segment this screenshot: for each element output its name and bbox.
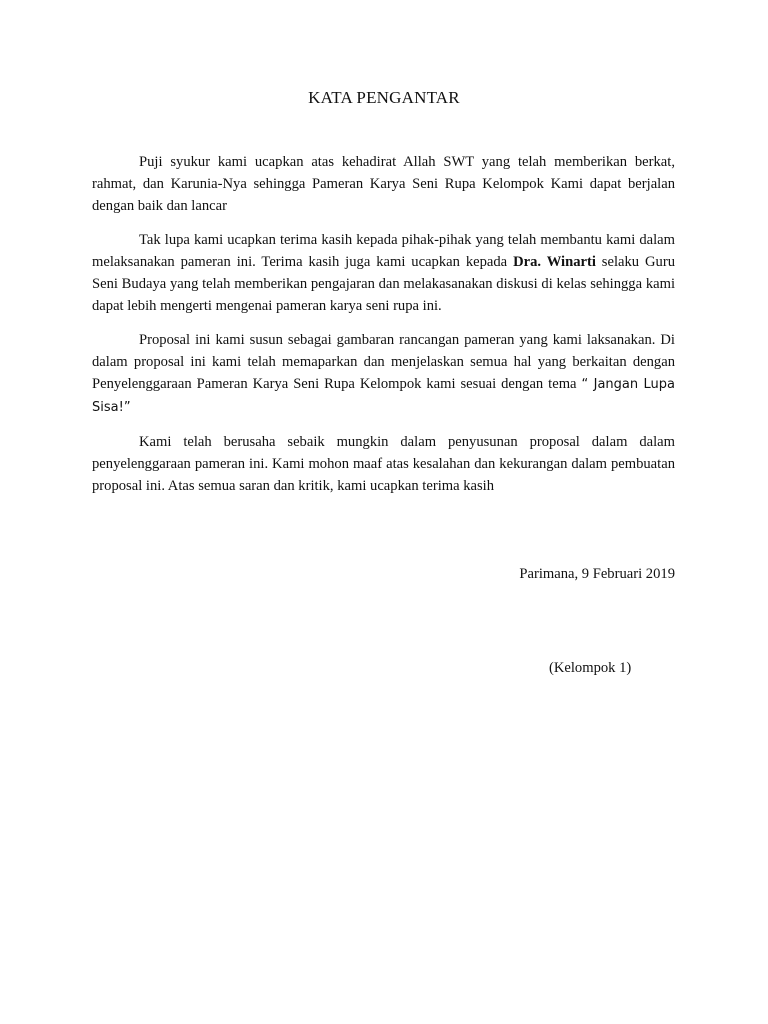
place-date: Parimana, 9 Februari 2019: [519, 566, 675, 582]
signature-group: (Kelompok 1): [549, 660, 632, 676]
teacher-name: Dra. Winarti: [513, 254, 596, 270]
paragraph-1: Puji syukur kami ucapkan atas kehadirat Allah SWT yang telah memberikan berkat, rahmat, dan Karunia-Nya sehingga Pameran Karya Seni Rupa Kelompok Kami dapat berjalan dengan baik dan lancar: [92, 154, 675, 214]
exhibition-theme: “ Jangan Lupa Sisa!”: [92, 377, 676, 415]
document-body: [92, 151, 675, 509]
paragraph-4: Kami telah berusaha sebaik mungkin dalam penyusunan proposal dalam dalam penyelenggaraan pameran ini. Kami mohon maaf atas kesalahan dan kekurangan dalam pembuatan proposal ini. Atas semua saran dan kritik, kami ucapkan terima kasih: [92, 434, 675, 494]
paragraph-2-text-before: Tak lupa kami ucapkan terima kasih kepada pihak-pihak yang telah membantu kami dalam melaksanakan pameran ini. Terima kasih juga kami ucapkan kepada: [92, 232, 675, 270]
paragraph-3-text: Proposal ini kami susun sebagai gambaran rancangan pameran yang kami laksanakan. Di dalam proposal ini kami telah memaparkan dan menjelaskan semua hal yang berkaitan dengan Penyelenggaraan Pameran Karya Seni Rupa Kelompok kami sesuai dengan tema: [92, 332, 675, 392]
paragraph-3: [92, 329, 675, 419]
page-title: KATA PENGANTAR: [308, 88, 460, 107]
paragraph-2-text-after: selaku Guru Seni Budaya yang telah memberikan pengajaran dan melakasanakan diskusi di kelas sehingga kami dapat lebih mengerti mengenai pameran karya seni rupa ini.: [92, 254, 675, 314]
paragraph-2: [92, 229, 675, 317]
